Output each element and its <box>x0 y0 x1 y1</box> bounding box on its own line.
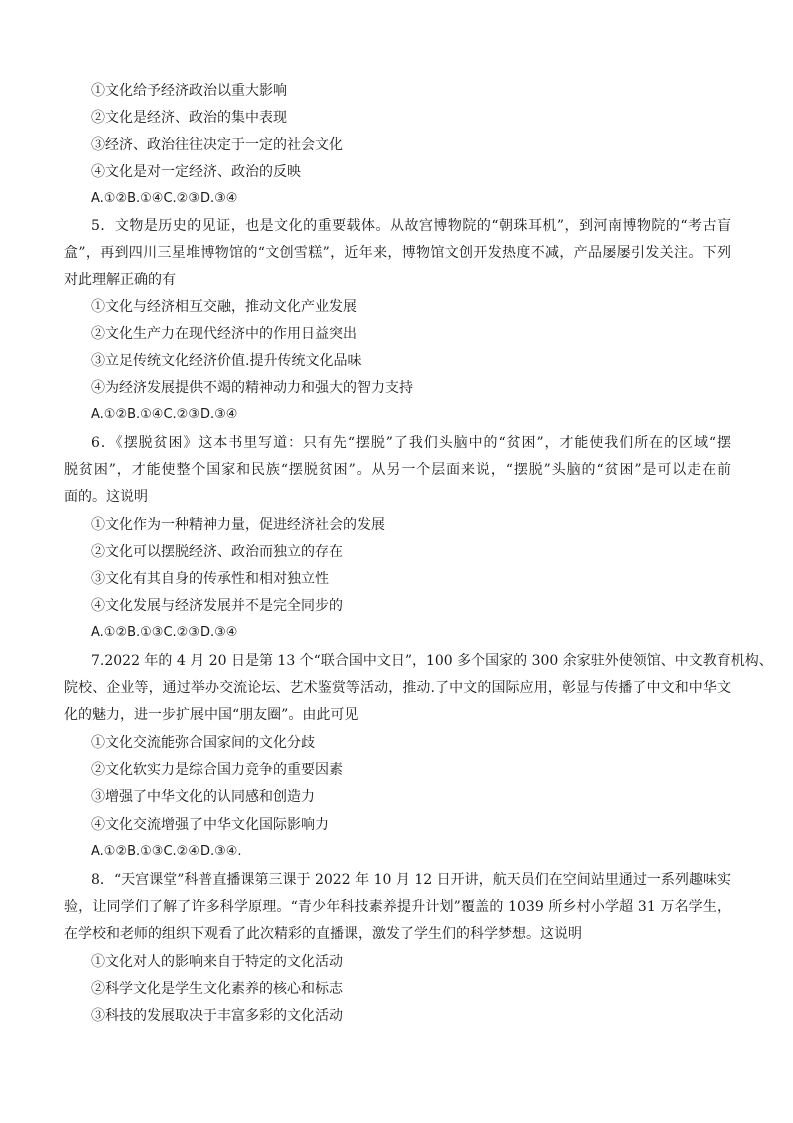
q7-stem-line-3: 化的魅力，进一步扩展中国“朋友圈”。由此可见 <box>64 707 359 723</box>
q5-option-4: ④为经济发展提供不竭的精神动力和强大的智力支持 <box>91 380 413 396</box>
q8-option-1: ①文化对人的影响来自于特定的文化活动 <box>91 954 343 970</box>
q7-stem-line-1: 7.2022 年的 4 月 20 日是第 13 个“联合国中文日”，100 多个国家的 300 余家驻外使领馆、中文教育机构、 <box>91 653 773 669</box>
q6-answer-choices: A.①②B.①③C.②③D.③④ <box>91 625 238 640</box>
q6-option-1: ①文化作为一种精神力量，促进经济社会的发展 <box>91 517 385 533</box>
q6-option-2: ②文化可以摆脱经济、政治而独立的存在 <box>91 544 343 560</box>
q7-stem-line-2: 院校、企业等，通过举办交流论坛、艺术鉴赏等活动，推动.了中文的国际应用，彰显与传播了中文和中华文 <box>64 680 731 696</box>
q5-stem-line-2: 盒”，再到四川三星堆博物馆的“文创雪糕”，近年来，博物馆文创开发热度不减，产品屡屡引发关注。下列 <box>64 245 731 261</box>
q8-stem-line-3: 在学校和老师的组织下观看了此次精彩的直播课，激发了学生们的科学梦想。这说明 <box>64 926 582 942</box>
q4-option-4: ④文化是对一定经济、政治的反映 <box>91 164 301 180</box>
q5-option-1: ①文化与经济相互交融，推动文化产业发展 <box>91 299 357 315</box>
q7-answer-choices: A.①②B.①③C.②④D.③④. <box>91 844 242 859</box>
q5-answer-choices: A.①②B.①④C.②③D.③④ <box>91 407 238 422</box>
q7-option-3: ③增强了中华文化的认同感和创造力 <box>91 789 315 805</box>
q6-option-3: ③文化有其自身的传承性和相对独立性 <box>91 571 329 587</box>
q7-option-2: ②文化软实力是综合国力竞争的重要因素 <box>91 762 343 778</box>
q8-option-2: ②科学文化是学生文化素养的核心和标志 <box>91 981 343 997</box>
q4-option-1: ①文化给予经济政治以重大影响 <box>91 83 287 99</box>
q5-stem-line-3: 对此理解正确的有 <box>64 272 176 288</box>
q8-stem-line-2: 验，让同学们了解了许多科学原理。“青少年科技素养提升计划”覆盖的 1039 所乡村小学超 31 万名学生， <box>64 899 731 915</box>
q4-answer-choices: A.①②B.①④C.②③D.③④ <box>91 191 238 206</box>
q4-option-3: ③经济、政治往往决定于一定的社会文化 <box>91 137 343 153</box>
q5-option-3: ③立足传统文化经济价值.提升传统文化品味 <box>91 353 362 369</box>
q4-option-2: ②文化是经济、政治的集中表现 <box>91 110 287 126</box>
q6-option-4: ④文化发展与经济发展并不是完全同步的 <box>91 598 343 614</box>
q6-stem-line-3: 面的。这说明 <box>64 489 148 505</box>
q7-option-1: ①文化交流能弥合国家间的文化分歧 <box>91 735 315 751</box>
q7-option-4: ④文化交流增强了中华文化国际影响力 <box>91 817 329 833</box>
q6-stem-line-1: 6．《摆脱贫困》这本书里写道：只有先“摆脱”了我们头脑中的“贫困”，才能使我们所在的区域“摆 <box>91 435 731 451</box>
q8-stem-line-1: 8．“天宫课堂”科普直播课第三课于 2022 年 10 月 12 日开讲，航天员们在空间站里通过一系列趣味实 <box>91 872 731 888</box>
q5-option-2: ②文化生产力在现代经济中的作用日益突出 <box>91 326 357 342</box>
q8-option-3: ③科技的发展取决于丰富多彩的文化活动 <box>91 1008 343 1024</box>
q6-stem-line-2: 脱贫困”，才能使整个国家和民族“摆脱贫困”。从另一个层面来说，“摆脱”头脑的“贫困”是可以走在前 <box>64 462 731 478</box>
q5-stem-line-1: 5．文物是历史的见证，也是文化的重要载体。从故宫博物院的“朝珠耳机”，到河南博物院的“考古盲 <box>91 218 731 234</box>
